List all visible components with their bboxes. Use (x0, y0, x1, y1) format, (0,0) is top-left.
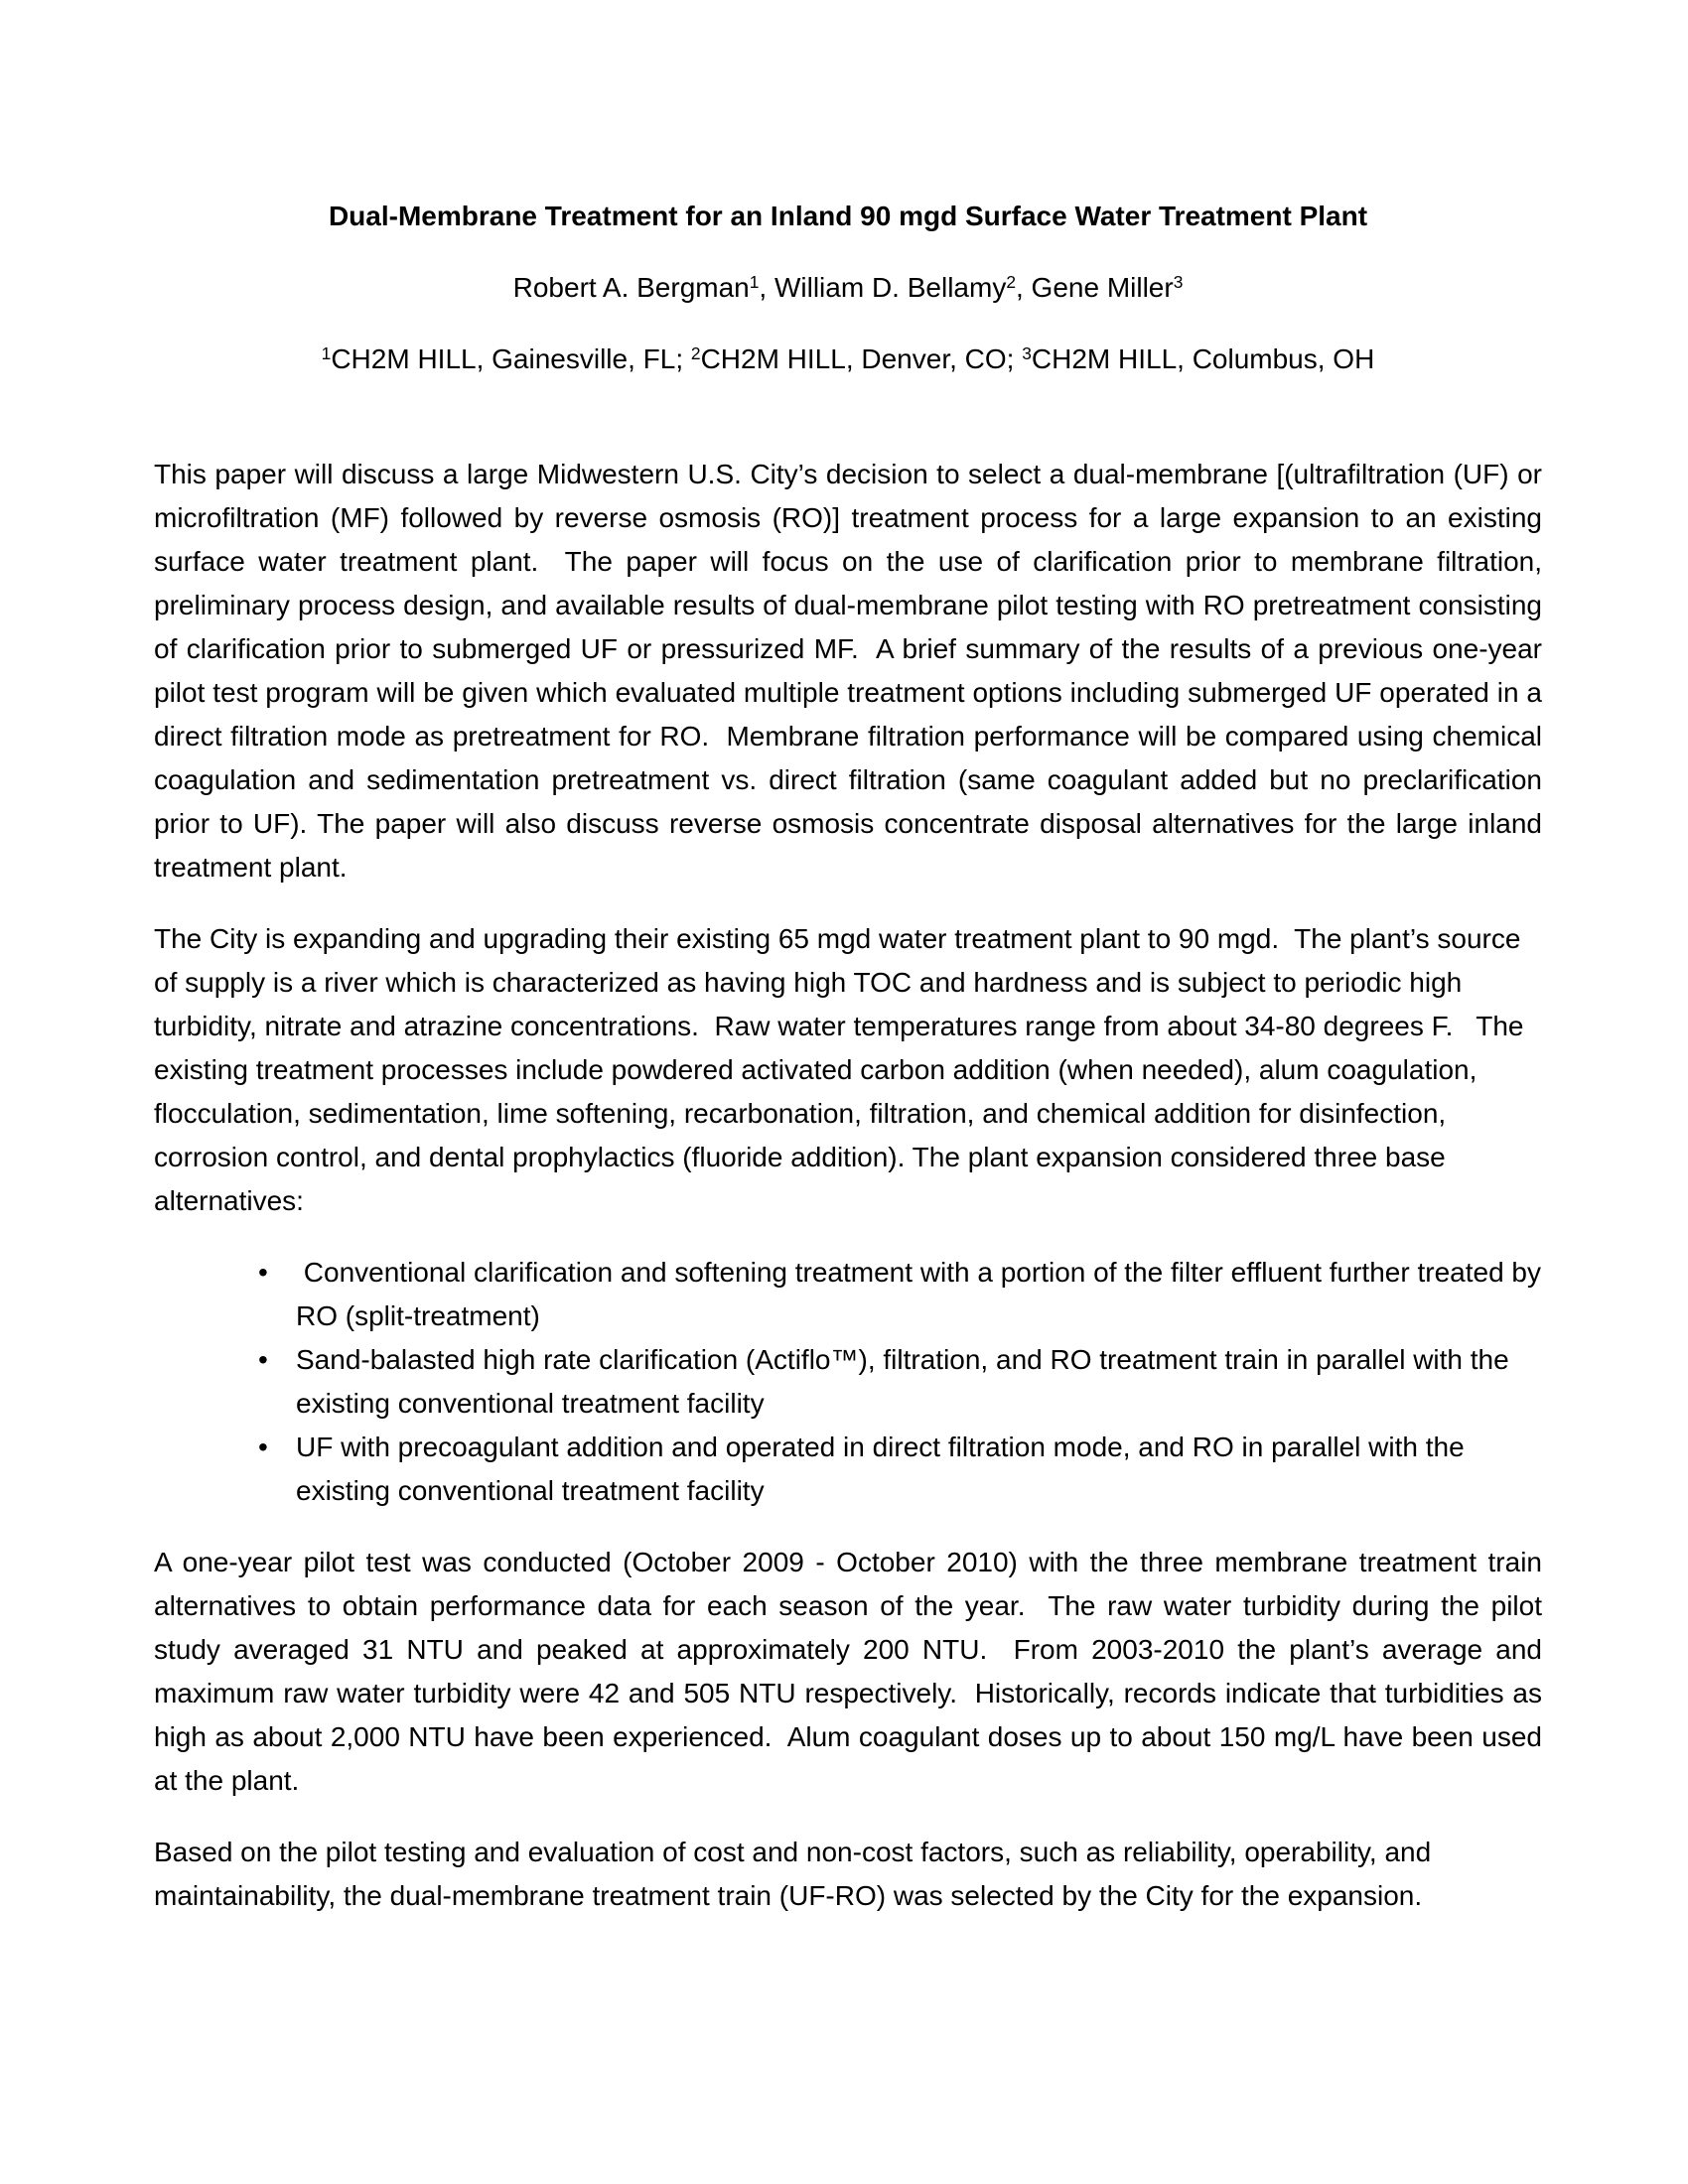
affiliation-text: CH2M HILL, Columbus, OH (1031, 343, 1375, 374)
bullet-text: Sand-balasted high rate clarification (Actiflo™), filtration, and RO treatment train in parallel with the existing conventional treatment facility (296, 1344, 1517, 1419)
bullet-item (154, 1338, 1542, 1426)
bullet-icon: • (258, 1432, 268, 1462)
author-superscript: 2 (1006, 272, 1016, 293)
alternatives-bullet-list (154, 1251, 1549, 1513)
authors-line (154, 266, 1542, 310)
author-superscript: 1 (749, 272, 760, 293)
bullet-text: UF with precoagulant addition and operated in direct filtration mode, and RO in parallel with the existing conventional treatment facility (296, 1432, 1473, 1506)
affiliation-text: CH2M HILL, Denver, CO; (700, 343, 1023, 374)
author-name: , Gene Miller (1015, 272, 1174, 303)
abstract-paragraph-2: The City is expanding and upgrading their existing 65 mgd water treatment plant to 90 mgd. The plant’s source of supply is a river which is characterized as having high TOC and hardness and is subject to periodic high turbidity, nitrate and atrazine concentrations. Raw water temperatures range from about 34-80 degrees F. The existing treatment processes include powdered activated carbon addition (when needed), alum coagulation, flocculation, sedimentation, lime softening, recarbonation, filtration, and chemical addition for disinfection, corrosion control, and dental prophylactics (fluoride addition). The plant expansion considered three base alternatives: (154, 923, 1532, 1216)
bullet-item (154, 1426, 1542, 1513)
affiliation-superscript: 2 (690, 343, 701, 364)
bullet-item (154, 1251, 1549, 1338)
author-name: Robert A. Bergman (512, 272, 750, 303)
bullet-text: Conventional clarification and softening treatment with a portion of the filter effluent further treated by RO (split-treatment) (296, 1257, 1549, 1331)
affiliation-superscript: 3 (1022, 343, 1032, 364)
paper-title: Dual-Membrane Treatment for an Inland 90 mgd Surface Water Treatment Plant (328, 201, 1368, 231)
affiliations-line (154, 338, 1542, 381)
affiliation-superscript: 1 (321, 343, 332, 364)
affiliation-text: CH2M HILL, Gainesville, FL; (331, 343, 691, 374)
author-superscript: 3 (1173, 272, 1184, 293)
bullet-icon: • (258, 1344, 268, 1375)
page-content (154, 195, 1550, 1946)
abstract-paragraph-4: Based on the pilot testing and evaluation of cost and non-cost factors, such as reliability, operability, and maintainability, the dual-membrane treatment train (UF-RO) was selected by the City for the expansion. (154, 1837, 1439, 1911)
author-name: , William D. Bellamy (759, 272, 1007, 303)
abstract-paragraph-3: A one-year pilot test was conducted (October 2009 - October 2010) with the three membrane treatment train alternatives to obtain performance data for each season of the year. The raw water turbidity during the pilot study averaged 31 NTU and peaked at approximately 200 NTU. From 2003-2010 the plant’s average and maximum raw water turbidity were 42 and 505 NTU respectively. Historically, records indicate that turbidities as high as about 2,000 NTU have been experienced. Alum coagulant doses up to about 150 mg/L have been used at the plant. (154, 1547, 1550, 1796)
bullet-icon: • (258, 1257, 268, 1288)
abstract-paragraph-1: This paper will discuss a large Midwestern U.S. City’s decision to select a dual-membrane [(ultrafiltration (UF) or microfiltration (MF) followed by reverse osmosis (RO)] treatment process for a large expansion to an existing surface water treatment plant. The paper will focus on the use of clarification prior to membrane filtration, preliminary process design, and available results of dual-membrane pilot testing with RO pretreatment consisting of clarification prior to submerged UF or pressurized MF. A brief summary of the results of a previous one-year pilot test program will be given which evaluated multiple treatment options including submerged UF operated in a direct filtration mode as pretreatment for RO. Membrane filtration performance will be compared using chemical coagulation and sedimentation pretreatment vs. direct filtration (same coagulant added but no preclarification prior to UF). The paper will also discuss reverse osmosis concentrate disposal alternatives for the large inland treatment plant. (154, 459, 1550, 883)
